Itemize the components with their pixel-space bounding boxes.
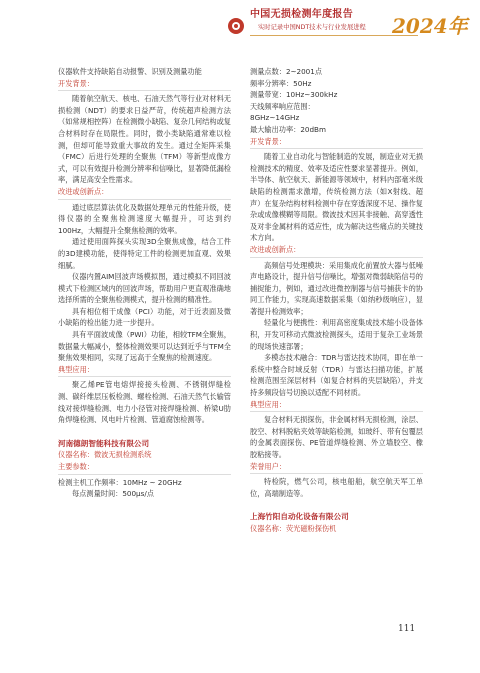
section-heading-application: 典型应用： [58, 364, 94, 374]
report-year: 2024年 [392, 14, 468, 38]
page-header [0, 0, 480, 66]
improvement-item: 多模态技术融合：TDR与雷达技术协同，即在单一系统中整合时域反射（TDR）与雷达扫描功能，扩展检测范围至深层材料（如复合材料的夹层缺陷），并支持多频段信号切换以适配不同材质。 [250, 353, 423, 398]
param-line: 频率分辨率：50Hz [250, 78, 312, 88]
section-heading-improvement: 改进或创新点： [250, 244, 301, 254]
section-rule [58, 199, 231, 200]
params-heading: 主要参数： [58, 462, 94, 471]
improvement-item: 通过使用面阵探头实现3D全聚焦成像，结合工件的3D建模功能，使得特定工件的检测更加直观、效果细腻。 [58, 237, 231, 270]
section-heading-application: 典型应用： [250, 399, 286, 409]
section-rule [250, 257, 423, 258]
application-text: 复合材料无损探伤，非金属材料无损检测，涂层、胶空、材料脱粘夹效等缺陷检测，如玻纤、带有包覆层的金属表面探伤、PE管道焊缝检测、外立墙胶空、橡胶粘接等。 [250, 415, 423, 459]
page-number: 111 [398, 624, 416, 634]
section-rule [250, 148, 423, 149]
param-line: 8GHz~14GHz [250, 113, 300, 123]
section-rule [58, 474, 231, 475]
section-heading-background: 开发背景： [250, 136, 286, 146]
improvement-item: 具有平面波成像（PWI）功能，相较TFM全聚焦，数据量大幅减小，整体检测效果可以达到近乎与TFM全聚焦效果相同，实现了远高于全聚焦的检测速度。 [58, 330, 231, 363]
company-name: 河南德朗智能科技有限公司 [58, 438, 150, 448]
report-subtitle: 实时记录中国NDT技术与行业发展进程 [258, 24, 366, 31]
section-rule [58, 90, 231, 91]
section-heading-background: 开发背景： [58, 78, 94, 88]
instrument-name: 仪器名称：微波无损检测系统 [58, 450, 152, 460]
report-title: 中国无损检测年度报告 [250, 9, 353, 20]
users-text: 特检院，燃气公司，核电船舶，航空航天军工单位，高端制造等。 [250, 477, 423, 498]
section-heading-users: 荣誉用户： [250, 461, 286, 471]
background-text: 随着航空航天、核电、石油天然气等行业对材料无损检测（NDT）的要求日益严苛，传统超声检测方法（如常规相控阵）在检测微小缺陷、复杂几何结构或复合材料时存在局限性。同时，微小类缺陷通常难以检测，但却可能导致重大事故的发生。通过全矩阵采集（FMC）后进行处理的全聚焦（TFM）等新型成像方式，可以有效提升检测分辨率和信噪比，显著降低漏检率，满足高安全性需求。 [58, 94, 231, 185]
feature-text: 仪器软件支持缺陷自动报警、识别及测量功能 [58, 67, 202, 76]
company-name: 上海竹阳自动化设备有限公司 [250, 512, 349, 522]
param-line: 天线频率响应范围： [250, 101, 315, 111]
improvement-item: 通过底层算法优化及数据处理单元的性能升级，使得仪器的全聚焦检测速度大幅提升，可达到约100Hz，大幅提升全聚焦检测的效率。 [58, 202, 231, 235]
report-logo-icon [227, 17, 245, 35]
background-text: 随着工业自动化与智能制造的发展，制造业对无损检测技术的精度、效率及适应性要求显著提升。例如，半导体、航空航天、新能源等领域中，材料内部毫米级缺陷的检测需求激增，传统检测方法（如X射线、超声）在复杂结构材料检测中存在穿透深度不足、操作复杂或成像模糊等局限。微波技术因其非接触、高穿透性及对非金属材料的适应性，成为解决这些痛点的关键技术方向。 [250, 152, 423, 243]
application-text: 聚乙烯PE管电熔焊接接头检测、不锈钢焊缝检测、碳纤维层压板检测、螺栓检测、石油天然气长输管线对接焊缝检测、电力小径管对接焊缝检测、桥梁U肋角焊缝检测、风电叶片检测、管道腐蚀检测等。 [58, 380, 231, 425]
left-column [58, 66, 231, 500]
param-line: 检测主机工作频率：10MHz ~ 20GHz [58, 477, 182, 487]
improvement-item: 轻量化与便携性：利用高密度集成技术缩小设备体积，开发可移动式微波检测探头，适用于复杂工业场景的现场快速部署； [250, 318, 423, 351]
improvement-item: 仪器内置AIM回波声场模拟图，通过模拟不同回波模式下检测区域内的回波声场，帮助用户更直观准确地选择所需的全聚焦检测模式，提升检测的精准性。 [58, 272, 231, 305]
improvement-item: 具有相位相干成像（PCI）功能，对于近表面及微小缺陷的检出能力进一步提升。 [58, 306, 231, 328]
param-line: 测量点数：2~2001点 [250, 67, 323, 76]
section-rule [58, 376, 231, 377]
param-line: 最大输出功率：20dBm [250, 124, 326, 134]
improvement-item: 高频信号处理模块：采用集成化前置放大器与低噪声电路设计，提升信号信噪比，增强对微弱缺陷信号的捕捉能力，例如，通过改进微控制器与信号捕获卡的协同工作能力，实现高速数据采集（如纳秒级响应），显著提升检测效率； [250, 260, 423, 316]
section-rule [250, 411, 423, 412]
right-column [250, 66, 423, 535]
instrument-name: 仪器名称：荧光磁粉探伤机 [250, 523, 337, 533]
section-heading-improvement: 改进或创新点： [58, 186, 109, 196]
param-line: 测量带宽：10Hz~300kHz [250, 90, 338, 100]
param-line: 每点测量时间：500μs/点 [72, 489, 154, 499]
section-rule [250, 473, 423, 474]
